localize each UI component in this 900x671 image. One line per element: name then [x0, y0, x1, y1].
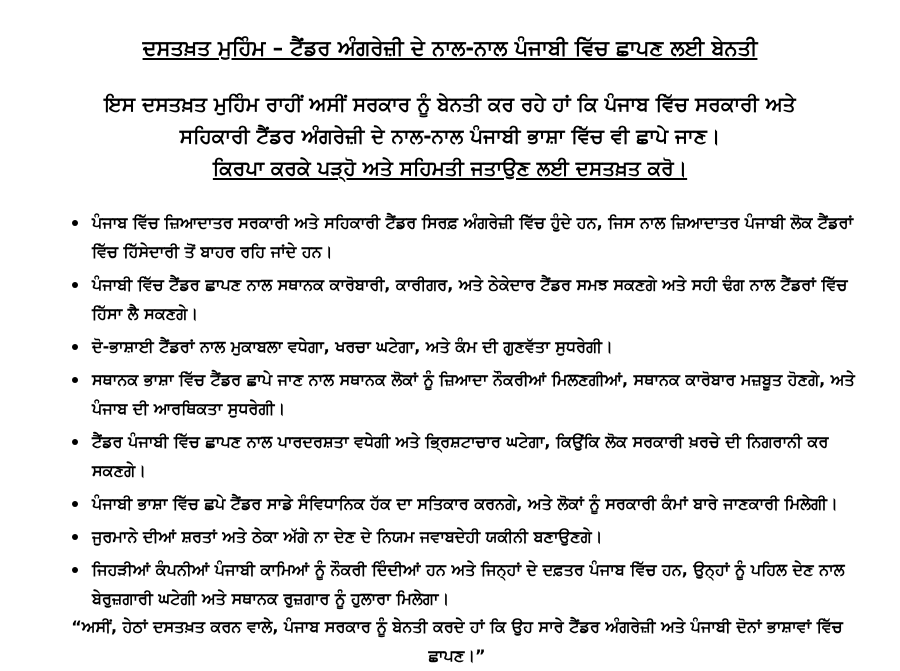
list-item: ਪੰਜਾਬ ਵਿੱਚ ਜ਼ਿਆਦਾਤਰ ਸਰਕਾਰੀ ਅਤੇ ਸਹਿਕਾਰੀ ਟੈਂਡਰ ਸਿਰਫ਼ ਅੰਗਰੇਜ਼ੀ ਵਿੱਚ ਹੁੰਦੇ ਹਨ, ਜਿਸ ਨਾਲ ਜ਼ਿਆਦਾਤਰ ਪੰਜਾਬੀ ਲੋਕ ਟੈਂਡਰਾਂ ਵਿੱਚ ਹਿੱਸੇਦਾਰੀ ਤੋਂ ਬਾਹਰ ਰਹਿ ਜਾਂਦੇ ਹਨ। [92, 208, 882, 266]
list-item: ਜਿਹੜੀਆਂ ਕੰਪਨੀਆਂ ਪੰਜਾਬੀ ਕਾਮਿਆਂ ਨੂੰ ਨੌਕਰੀ ਦਿੰਦੀਆਂ ਹਨ ਅਤੇ ਜਿਨ੍ਹਾਂ ਦੇ ਦਫ਼ਤਰ ਪੰਜਾਬ ਵਿੱਚ ਹਨ, ਉਨ੍ਹਾਂ ਨੂੰ ਪਹਿਲ ਦੇਣ ਨਾਲ ਬੇਰੁਜ਼ਗਾਰੀ ਘਟੇਗੀ ਅਤੇ ਸਥਾਨਕ ਰੁਜ਼ਗਾਰ ਨੂੰ ਹੁਲਾਰਾ ਮਿਲੇਗਾ। [92, 555, 882, 613]
intro-line-2: ਸਹਿਕਾਰੀ ਟੈਂਡਰ ਅੰਗਰੇਜ਼ੀ ਦੇ ਨਾਲ-ਨਾਲ ਪੰਜਾਬੀ ਭਾਸ਼ਾ ਵਿੱਚ ਵੀ ਛਾਪੇ ਜਾਣ। [179, 124, 721, 148]
call-to-action: ਕਿਰਪਾ ਕਰਕੇ ਪੜ੍ਹੋ ਅਤੇ ਸਹਿਮਤੀ ਜਤਾਉਣ ਲਈ ਦਸਤਖ਼ਤ ਕਰੋ। [212, 156, 688, 180]
points-list [60, 208, 882, 617]
list-item: ਪੰਜਾਬੀ ਵਿੱਚ ਟੈਂਡਰ ਛਾਪਣ ਨਾਲ ਸਥਾਨਕ ਕਾਰੋਬਾਰੀ, ਕਾਰੀਗਰ, ਅਤੇ ਠੇਕੇਦਾਰ ਟੈਂਡਰ ਸਮਝ ਸਕਣਗੇ ਅਤੇ ਸਹੀ ਢੰਗ ਨਾਲ ਟੈਂਡਰਾਂ ਵਿੱਚ ਹਿੱਸਾ ਲੈ ਸਕਣਗੇ। [92, 270, 882, 328]
list-item: ਜੁਰਮਾਨੇ ਦੀਆਂ ਸ਼ਰਤਾਂ ਅਤੇ ਠੇਕਾ ਅੱਗੇ ਨਾ ਦੇਣ ਦੇ ਨਿਯਮ ਜਵਾਬਦੇਹੀ ਯਕੀਨੀ ਬਣਾਉਣਗੇ। [92, 522, 882, 551]
intro-paragraph [40, 88, 860, 184]
closing-statement: “ਅਸੀਂ, ਹੇਠਾਂ ਦਸਤਖ਼ਤ ਕਰਨ ਵਾਲੇ, ਪੰਜਾਬ ਸਰਕਾਰ ਨੂੰ ਬੇਨਤੀ ਕਰਦੇ ਹਾਂ ਕਿ ਉਹ ਸਾਰੇ ਟੈਂਡਰ ਅੰਗਰੇਜ਼ੀ ਅਤੇ ਪੰਜਾਬੀ ਦੋਨਾਂ ਭਾਸ਼ਾਵਾਂ ਵਿੱਚ ਛਾਪਣ।” [71, 617, 843, 665]
intro-line-1: ਇਸ ਦਸਤਖ਼ਤ ਮੁਹਿੰਮ ਰਾਹੀਂ ਅਸੀਂ ਸਰਕਾਰ ਨੂੰ ਬੇਨਤੀ ਕਰ ਰਹੇ ਹਾਂ ਕਿ ਪੰਜਾਬ ਵਿੱਚ ਸਰਕਾਰੀ ਅਤੇ [104, 92, 796, 116]
document-title: ਦਸਤਖ਼ਤ ਮੁਹਿੰਮ – ਟੈਂਡਰ ਅੰਗਰੇਜ਼ੀ ਦੇ ਨਾਲ-ਨਾਲ ਪੰਜਾਬੀ ਵਿੱਚ ਛਾਪਣ ਲਈ ਬੇਨਤੀ [142, 36, 758, 60]
list-item: ਸਥਾਨਕ ਭਾਸ਼ਾ ਵਿੱਚ ਟੈਂਡਰ ਛਾਪੇ ਜਾਣ ਨਾਲ ਸਥਾਨਕ ਲੋਕਾਂ ਨੂੰ ਜ਼ਿਆਦਾ ਨੌਕਰੀਆਂ ਮਿਲਣਗੀਆਂ, ਸਥਾਨਕ ਕਾਰੋਬਾਰ ਮਜ਼ਬੂਤ ਹੋਣਗੇ, ਅਤੇ ਪੰਜਾਬ ਦੀ ਆਰਥਿਕਤਾ ਸੁਧਰੇਗੀ। [92, 365, 882, 423]
list-item: ਦੋ-ਭਾਸ਼ਾਈ ਟੈਂਡਰਾਂ ਨਾਲ ਮੁਕਾਬਲਾ ਵਧੇਗਾ, ਖਰਚਾ ਘਟੇਗਾ, ਅਤੇ ਕੰਮ ਦੀ ਗੁਣਵੱਤਾ ਸੁਧਰੇਗੀ। [92, 332, 882, 361]
list-item: ਪੰਜਾਬੀ ਭਾਸ਼ਾ ਵਿੱਚ ਛਪੇ ਟੈਂਡਰ ਸਾਡੇ ਸੰਵਿਧਾਨਿਕ ਹੱਕ ਦਾ ਸਤਿਕਾਰ ਕਰਨਗੇ, ਅਤੇ ਲੋਕਾਂ ਨੂੰ ਸਰਕਾਰੀ ਕੰਮਾਂ ਬਾਰੇ ਜਾਣਕਾਰੀ ਮਿਲੇਗੀ। [92, 489, 882, 518]
list-item: ਟੈਂਡਰ ਪੰਜਾਬੀ ਵਿੱਚ ਛਾਪਣ ਨਾਲ ਪਾਰਦਰਸ਼ਤਾ ਵਧੇਗੀ ਅਤੇ ਭ੍ਰਿਸ਼ਟਾਚਾਰ ਘਟੇਗਾ, ਕਿਉਂਕਿ ਲੋਕ ਸਰਕਾਰੀ ਖ਼ਰਚੇ ਦੀ ਨਿਗਰਾਨੀ ਕਰ ਸਕਣਗੇ। [92, 427, 882, 485]
